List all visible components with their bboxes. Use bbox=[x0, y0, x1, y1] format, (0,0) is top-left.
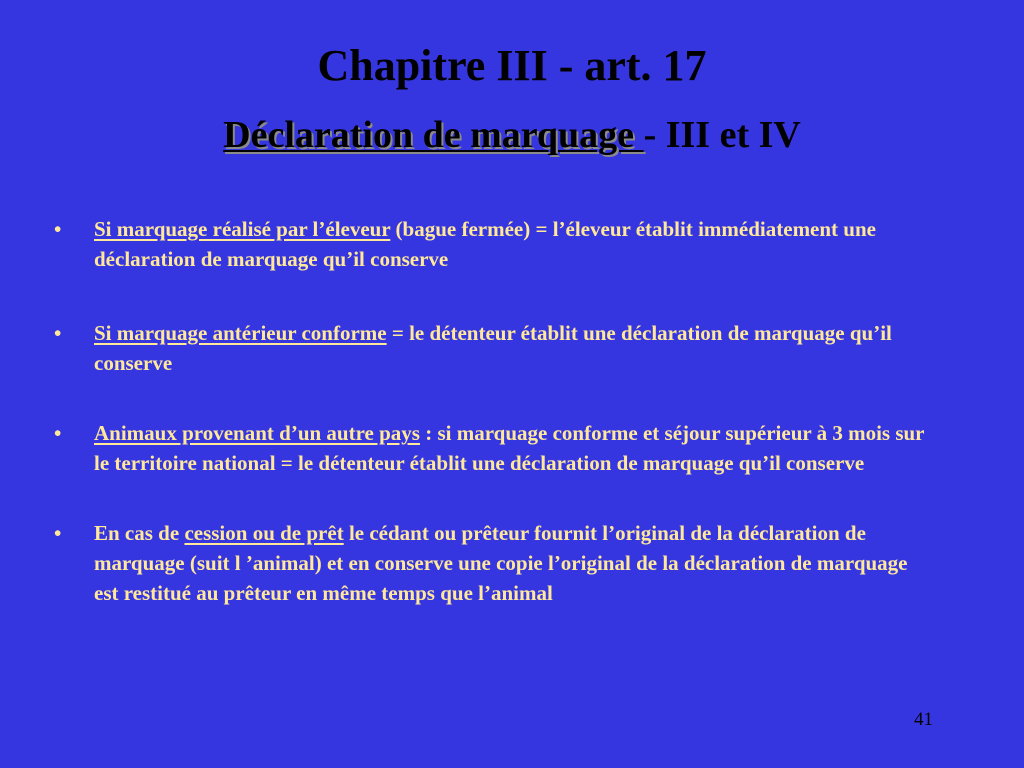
bullet-underlined: Si marquage antérieur conforme bbox=[94, 321, 387, 345]
bullet-underlined: cession ou de prêt bbox=[184, 521, 344, 545]
bullet-dot: • bbox=[54, 421, 62, 445]
bullet-item bbox=[54, 318, 934, 378]
bullet-prefix: En cas de bbox=[94, 521, 185, 545]
bullet-underlined: Si marquage réalisé par l’éleveur bbox=[94, 217, 391, 241]
bullet-list bbox=[54, 214, 934, 608]
bullet-text: le cédant ou prêteur fournit l’original de la déclaration de marquage (suit l ’animal) et en conserve une copie l’original de la déclaration de marquage est restitué au prêteur en même temps que l’animal bbox=[94, 521, 908, 605]
slide-title: Chapitre III - art. 17 bbox=[317, 41, 707, 90]
bullet-item bbox=[54, 418, 934, 478]
subtitle-rest: - III et IV bbox=[643, 114, 801, 156]
bullet-underlined: Animaux provenant d’un autre pays bbox=[94, 421, 420, 445]
slide-subtitle bbox=[0, 112, 1024, 158]
bullet-text: : si marquage conforme et séjour supérieur à 3 mois sur le territoire national = le détenteur établit une déclaration de marquage qu’il conserve bbox=[94, 421, 925, 475]
bullet-text: = le détenteur établit une déclaration de marquage qu’il conserve bbox=[94, 321, 892, 375]
bullet-dot: • bbox=[54, 217, 62, 241]
bullet-text: (bague fermée) = l’éleveur établit immédiatement une déclaration de marquage qu’il conserve bbox=[94, 217, 876, 271]
bullet-dot: • bbox=[54, 321, 62, 345]
page-number: 41 bbox=[914, 709, 933, 730]
bullet-item bbox=[54, 214, 934, 274]
bullet-dot: • bbox=[54, 521, 62, 545]
bullet-item bbox=[54, 518, 934, 608]
subtitle-underlined: Déclaration de marquage bbox=[223, 114, 644, 156]
